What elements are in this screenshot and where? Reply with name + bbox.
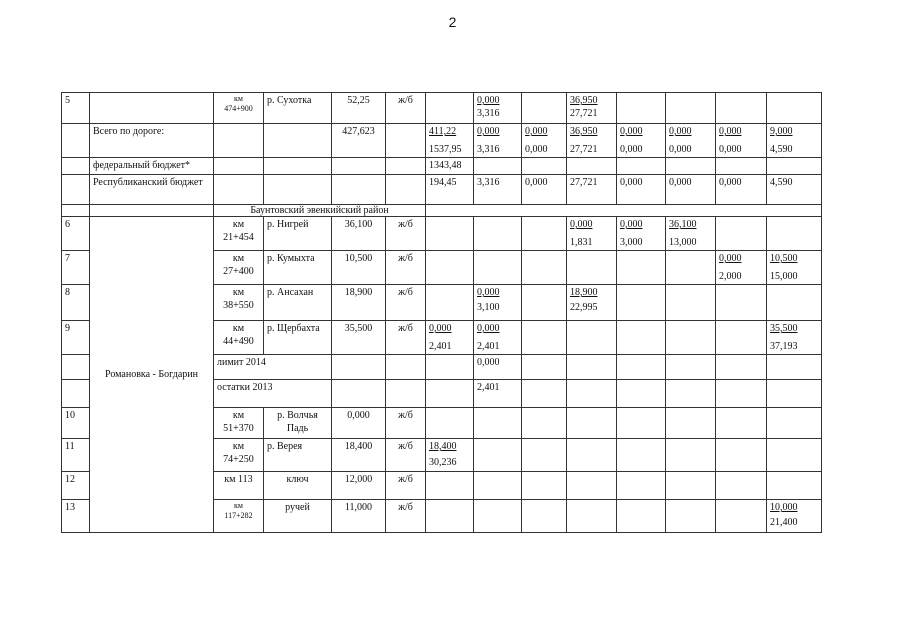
type-cell: ж/б [386,93,426,124]
value-cell: 3,316 [474,175,522,205]
length-cell: 18,400 [332,439,386,472]
km-cell: км 21+454 [214,217,264,251]
value-cell: 36,950 27,721 [567,93,617,124]
river-cell: р. Верея [264,439,332,472]
row-number: 7 [62,251,90,285]
river-cell: р. Нигрей [264,217,332,251]
type-cell: ж/б [386,285,426,321]
value-cell: 2,401 [474,380,522,408]
type-cell: ж/б [386,217,426,251]
table-row [62,124,822,158]
km-cell: км 117+282 [214,500,264,533]
row-number: 9 [62,321,90,355]
river-cell: р. Кумыхта [264,251,332,285]
length-cell: 35,500 [332,321,386,355]
row-number: 12 [62,472,90,500]
value-cell: 0,000 0,000 [666,124,716,158]
length-cell: 36,100 [332,217,386,251]
value-cell: 35,500 37,193 [767,321,822,355]
table-row [62,175,822,205]
value-cell: 411,22 1537,95 [426,124,474,158]
federal-label: федеральный бюджет* [90,158,214,175]
river-cell: р. Ансахан [264,285,332,321]
row-number: 13 [62,500,90,533]
value-cell: 0,000 3,316 [474,124,522,158]
value-cell: 10,000 21,400 [767,500,822,533]
value-cell: 0,000 [716,175,767,205]
km-cell: км 74+250 [214,439,264,472]
type-cell: ж/б [386,439,426,472]
length-cell: 10,500 [332,251,386,285]
value-cell: 0,000 2,401 [474,321,522,355]
table-row [62,217,822,251]
page-number: 2 [448,14,457,30]
type-cell: ж/б [386,251,426,285]
km-cell: км 474+900 [214,93,264,124]
value-cell: 36,100 13,000 [666,217,716,251]
value-cell: 0,000 2,000 [716,251,767,285]
value-cell: 1343,48 [426,158,474,175]
value-cell: 9,000 4,590 [767,124,822,158]
value-cell: 0,000 0,000 [617,124,666,158]
river-cell: р. Щербахта [264,321,332,355]
value-cell: 0,000 [522,175,567,205]
total-label: Всего по дороге: [90,124,214,158]
km-cell: км 113 [214,472,264,500]
type-cell: ж/б [386,321,426,355]
republic-label: Республиканский бюджет [90,175,214,205]
table-row [62,93,822,124]
value-cell: 18,400 30,236 [426,439,474,472]
river-cell: р. Сухотка [264,93,332,124]
district-heading: Баунтовский эвенкийский район [214,205,426,217]
value-cell: 0,000 3,316 [474,93,522,124]
type-cell: ж/б [386,408,426,439]
value-cell: 36,950 27,721 [567,124,617,158]
value-cell: 0,000 [617,175,666,205]
length-cell: 12,000 [332,472,386,500]
row-number: 5 [62,93,90,124]
limit-label: лимит 2014 [214,355,332,380]
road-bridges-table [61,92,822,533]
value-cell: 194,45 [426,175,474,205]
value-cell: 0,000 0,000 [522,124,567,158]
value-cell: 4,590 [767,175,822,205]
km-cell: км 44+490 [214,321,264,355]
type-cell: ж/б [386,500,426,533]
value-cell: 0,000 1,831 [567,217,617,251]
table-row [62,205,822,217]
length-cell: 0,000 [332,408,386,439]
row-number: 10 [62,408,90,439]
road-name: Романовка - Богдарин [90,217,214,533]
value-cell: 0,000 2,401 [426,321,474,355]
river-cell: ключ [264,472,332,500]
value-cell: 27,721 [567,175,617,205]
km-cell: км 27+400 [214,251,264,285]
km-cell: км 51+370 [214,408,264,439]
rest-label: остатки 2013 [214,380,332,408]
type-cell: ж/б [386,472,426,500]
value-cell: 18,900 22,995 [567,285,617,321]
value-cell: 0,000 0,000 [716,124,767,158]
row-number: 6 [62,217,90,251]
row-number: 11 [62,439,90,472]
river-cell: р. Волчья Падь [264,408,332,439]
value-cell: 0,000 3,000 [617,217,666,251]
length-cell: 11,000 [332,500,386,533]
length-cell: 18,900 [332,285,386,321]
row-number: 8 [62,285,90,321]
length-cell: 52,25 [332,93,386,124]
value-cell: 0,000 [474,355,522,380]
length-cell: 427,623 [332,124,386,158]
km-cell: км 38+550 [214,285,264,321]
table-row [62,158,822,175]
river-cell: ручей [264,500,332,533]
value-cell: 10,500 15,000 [767,251,822,285]
value-cell: 0,000 [666,175,716,205]
value-cell: 0,000 3,100 [474,285,522,321]
